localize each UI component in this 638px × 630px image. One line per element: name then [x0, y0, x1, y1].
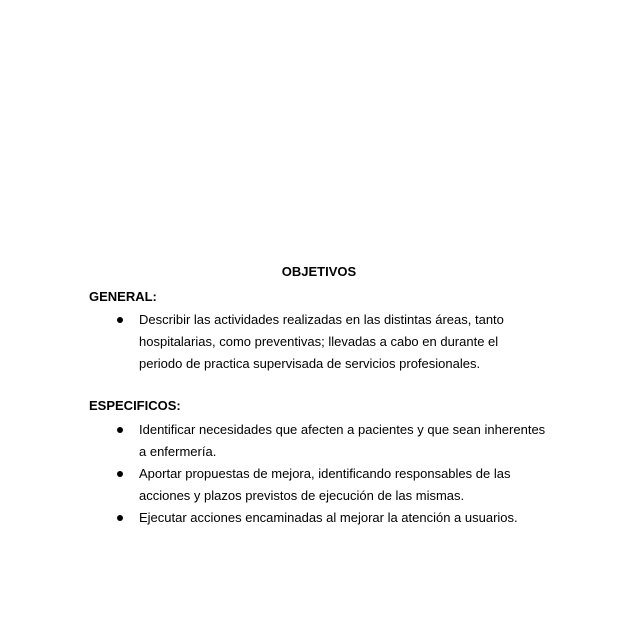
bullet-icon [117, 317, 123, 323]
list-item [0, 309, 544, 375]
list-item [0, 463, 549, 507]
list-item [0, 507, 549, 529]
list-item-text: Aportar propuestas de mejora, identificando responsables de las acciones y plazos previstos de ejecución de las mismas. [139, 466, 511, 503]
list-item-text: Ejecutar acciones encaminadas al mejorar la atención a usuarios. [139, 510, 518, 525]
general-heading: GENERAL: [89, 289, 157, 304]
bullet-icon [117, 515, 123, 521]
page-title: OBJETIVOS [281, 264, 357, 279]
especificos-heading: ESPECIFICOS: [89, 398, 181, 413]
list-item-text: Identificar necesidades que afecten a pacientes y que sean inherentes a enfermería. [139, 422, 546, 459]
list-item [0, 419, 549, 463]
general-objectives-list [0, 309, 544, 375]
bullet-icon [117, 427, 123, 433]
list-item-text: Describir las actividades realizadas en las distintas áreas, tanto hospitalarias, como preventivas; llevadas a cabo en durante el periodo de practica supervisada de servicios profesionales. [139, 312, 504, 371]
bullet-icon [117, 471, 123, 477]
specific-objectives-list [0, 419, 549, 529]
